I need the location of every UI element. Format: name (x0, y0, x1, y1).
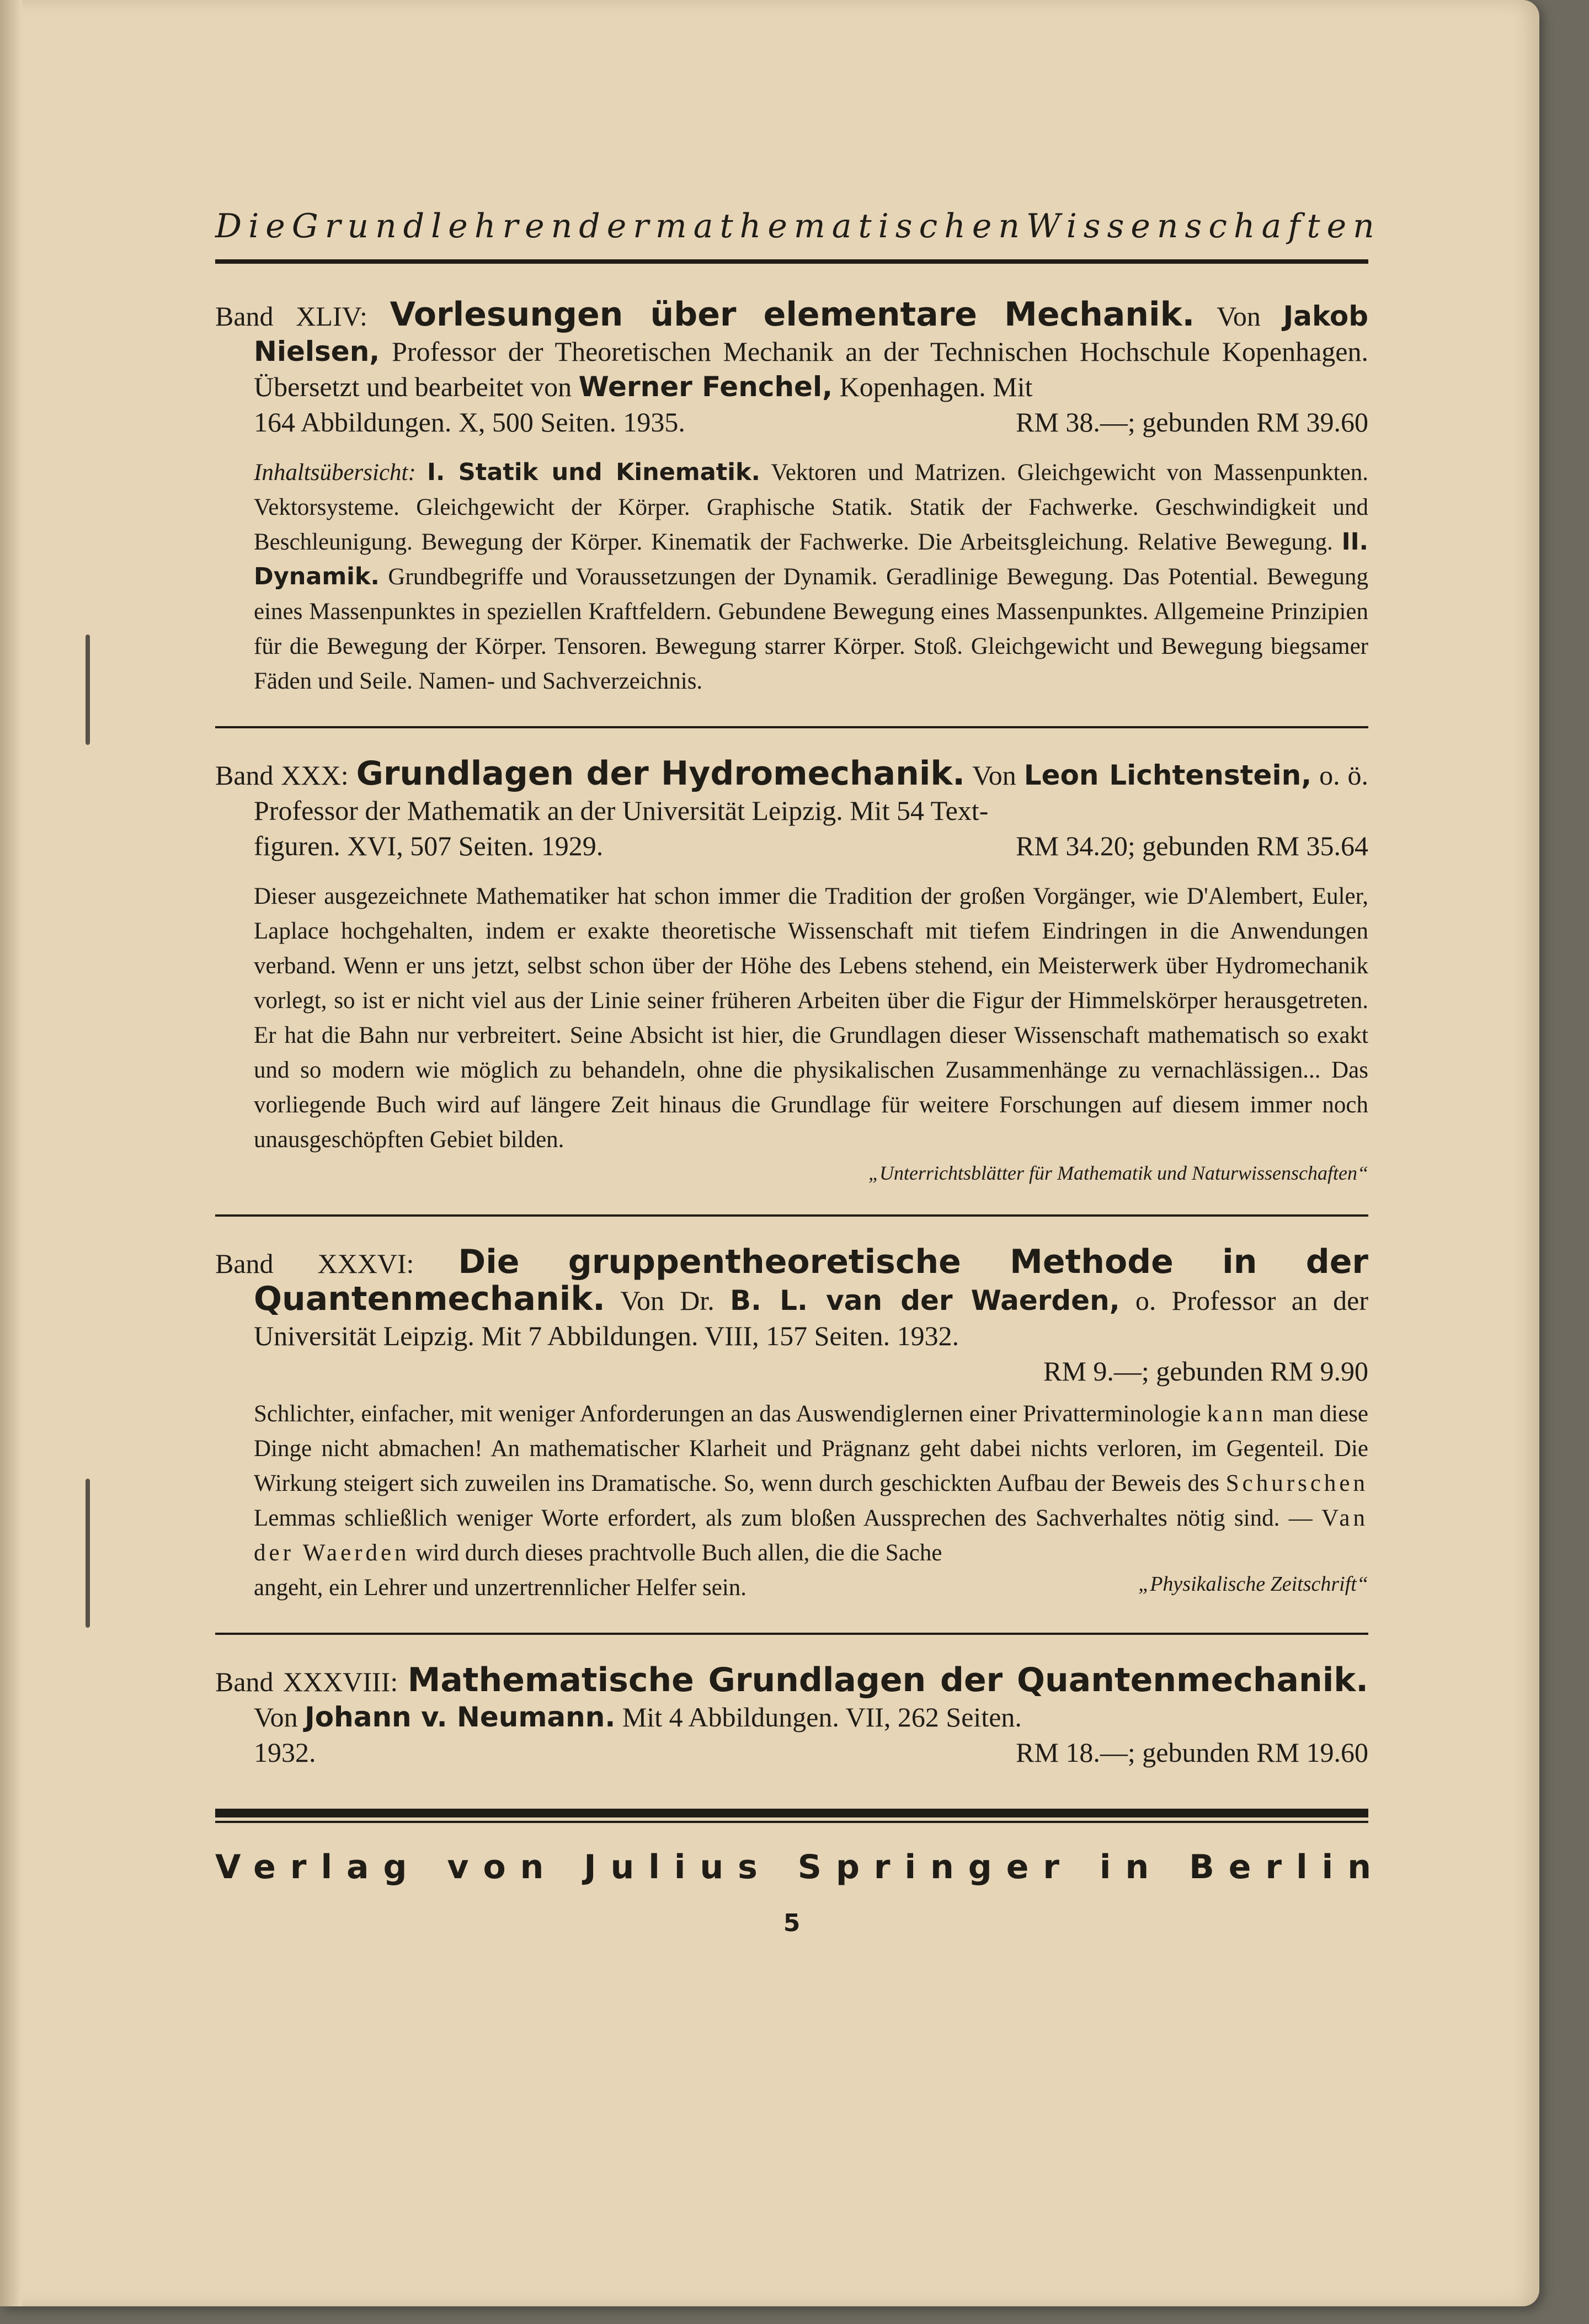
review-emphasis: Schurschen (1225, 1470, 1368, 1496)
binding-thread (86, 1479, 90, 1628)
review-segment: angeht, ein Lehrer und unzertrennlicher Helfer sein. (254, 1575, 747, 1601)
details-price-line (215, 404, 1368, 440)
band-number: Band XXX: (215, 760, 349, 791)
author-description: o. ö. Professor der Mathematik an der Universität Leipzig. Mit 54 Text- (254, 760, 1369, 826)
series-header (215, 207, 1381, 254)
review-segment: man diese Dinge nicht abmachen! An mathematischer Klarheit und Prägnanz geht dabei nichts verloren, im Gegenteil. Die Wirkung steigert sich zuweilen ins Dramatische. So, wenn durch geschickten Aufbau der Beweis des (254, 1401, 1369, 1496)
author-description: Professor der Theoretischen Mechanik an der Technischen Hochschule Kopenhagen. Übersetzt und bearbeitet von (254, 336, 1368, 402)
page-number: 5 (783, 1909, 801, 1937)
band-number: Band XLIV: (215, 301, 367, 332)
footer-rule (215, 1821, 1368, 1823)
series-word: Die (215, 207, 292, 246)
entry-heading (215, 297, 1368, 404)
entry-divider (215, 1633, 1368, 1635)
book-entry-band-xliv (215, 297, 1368, 699)
entry-divider (215, 726, 1368, 728)
entry-heading (215, 1662, 1368, 1735)
author-description: o. Professor an der Universität Leipzig. Mit 7 Abbildungen. VIII, 157 Seiten. 1932. (254, 1285, 1368, 1351)
review-segment: wird durch dieses prachtvolle Buch allen, die die Sache (415, 1540, 942, 1566)
page-fold-shadow (0, 0, 22, 2306)
author-description: Mit 4 Abbildungen. VII, 262 Seiten. (622, 1702, 1022, 1733)
review-citation: „Physikalische Zeitschrift“ (1138, 1573, 1368, 1596)
review-citation: „Unterrichtsblätter für Mathematik und Naturwissenschaften“ (868, 1162, 1368, 1184)
book-price: RM 34.20; gebunden RM 35.64 (1016, 830, 1368, 861)
author-name: Jakob Nielsen, (254, 300, 1368, 367)
toc-part: II. Dynamik. (254, 528, 1369, 590)
table-of-contents (215, 455, 1368, 699)
toc-text: Vektoren und Matrizen. Gleichgewicht von Massenpunkten. Vektorsysteme. Gleichgewicht der Körper. Graphische Statik. Statik der Fachwerke. Geschwindigkeit und Beschleunigung. Bewegung der Körper. Kinematik der Fachwerke. Die Arbeitsgleichung. Relative Bewegung. (254, 460, 1368, 555)
review-segment: Lemmas schließlich weniger Worte erfordert, als zum bloßen Aussprechen des Sachverhaltes nötig sind. — (254, 1505, 1313, 1531)
review-emphasis: kann (1207, 1401, 1267, 1427)
entry-heading (215, 1244, 1368, 1353)
book-price: RM 9.—; gebunden RM 9.90 (1043, 1356, 1368, 1387)
von-label: Von Dr. (620, 1285, 714, 1316)
book-details: 164 Abbildungen. X, 500 Seiten. 1935. (254, 407, 685, 438)
header-rule (215, 259, 1368, 264)
book-entry-band-xxxvi (215, 1244, 1368, 1605)
author-name: Leon Lichtenstein, (1023, 759, 1312, 791)
series-word: mathematischen (655, 207, 1026, 246)
review-emphasis: Van der Waerden (254, 1505, 1368, 1566)
series-word: Wissenschaften (1026, 207, 1381, 246)
details-price-line (215, 828, 1368, 863)
author-description: Kopenhagen. Mit (839, 371, 1033, 402)
toc-part: I. Statik und Kinematik. (427, 459, 760, 486)
von-label: Von (254, 1702, 298, 1733)
footer-rule (215, 1809, 1368, 1817)
book-title: Vorlesungen über elementare Mechanik. (390, 295, 1195, 334)
von-label: Von (1217, 301, 1261, 332)
book-price: RM 38.—; gebunden RM 39.60 (1016, 407, 1368, 438)
von-label: Von (972, 760, 1016, 791)
toc-label: Inhaltsübersicht: (254, 460, 416, 486)
book-title: Grundlagen der Hydromechanik. (356, 754, 966, 793)
entry-heading (215, 756, 1368, 828)
toc-text: Grundbegriffe und Voraussetzungen der Dynamik. Geradlinige Bewegung. Das Potential. Bewegung eines Massenpunktes in speziellen Kraftfeldern. Gebundene Bewegung eines Massenpunktes. Allgemeine Prinzipien für die Bewegung der Körper. Tensoren. Bewegung starrer Körper. Stoß. Gleichgewicht und Bewegung biegsamer Fäden und Seile. Namen- und Sachverzeichnis. (254, 564, 1368, 694)
band-number: Band XXXVIII: (215, 1666, 398, 1697)
review-text: Dieser ausgezeichnete Mathematiker hat schon immer die Tradition der großen Vorgänger, wie D'Alembert, Euler, Laplace hochgehalten, indem er exakte theoretische Wissenschaft mit tiefem Eindringen in die Anwendungen verband. Wenn er uns jetzt, selbst schon über der Höhe des Lebens stehend, ein Meisterwerk über Hydromechanik vorlegt, so ist er nicht viel aus der Linie seiner früheren Arbeiten über die Figur der Himmelskörper herausgetreten. Er hat die Bahn nur verbreitert. Seine Absicht ist hier, die Grundlagen dieser Wissenschaft mathematisch so exakt und so modern wie möglich zu behandeln, ohne die physikalischen Zusammenhänge zu vernachlässigen... Das vorliegende Buch wird auf längere Zeit hinaus die Grundlage für weitere Forschungen auf diesem immer noch unausgeschöpften Gebiet bilden. (254, 883, 1368, 1153)
review-text (215, 1396, 1368, 1570)
author-name: B. L. van der Waerden, (729, 1284, 1120, 1316)
book-entry-band-xxxviii (215, 1662, 1368, 1770)
band-number: Band XXXVI: (215, 1248, 414, 1279)
page-content (215, 207, 1385, 1937)
book-title: Mathematische Grundlagen der Quantenmechanik. (407, 1661, 1369, 1699)
book-price: RM 18.—; gebunden RM 19.60 (1016, 1737, 1368, 1768)
details-price-line (215, 1735, 1368, 1770)
series-word: Grundlehren (291, 207, 579, 246)
publisher-line: Verlag von Julius Springer in Berlin (215, 1848, 1385, 1886)
book-entry-band-xxx (215, 756, 1368, 1187)
series-word: der (579, 207, 655, 246)
translator-name: Werner Fenchel, (578, 371, 833, 403)
book-details: figuren. XVI, 507 Seiten. 1929. (254, 830, 604, 861)
author-name: Johann v. Neumann. (305, 1701, 616, 1733)
review-last-line (215, 1570, 1368, 1605)
book-details: 1932. (254, 1737, 316, 1768)
review-segment: Schlichter, einfacher, mit weniger Anforderungen an das Auswendiglernen einer Privatterminologie (254, 1401, 1201, 1427)
book-title: Die gruppentheoretische Methode in der Quantenmechanik. (254, 1243, 1368, 1318)
entry-divider (215, 1214, 1368, 1217)
binding-thread (86, 635, 90, 745)
